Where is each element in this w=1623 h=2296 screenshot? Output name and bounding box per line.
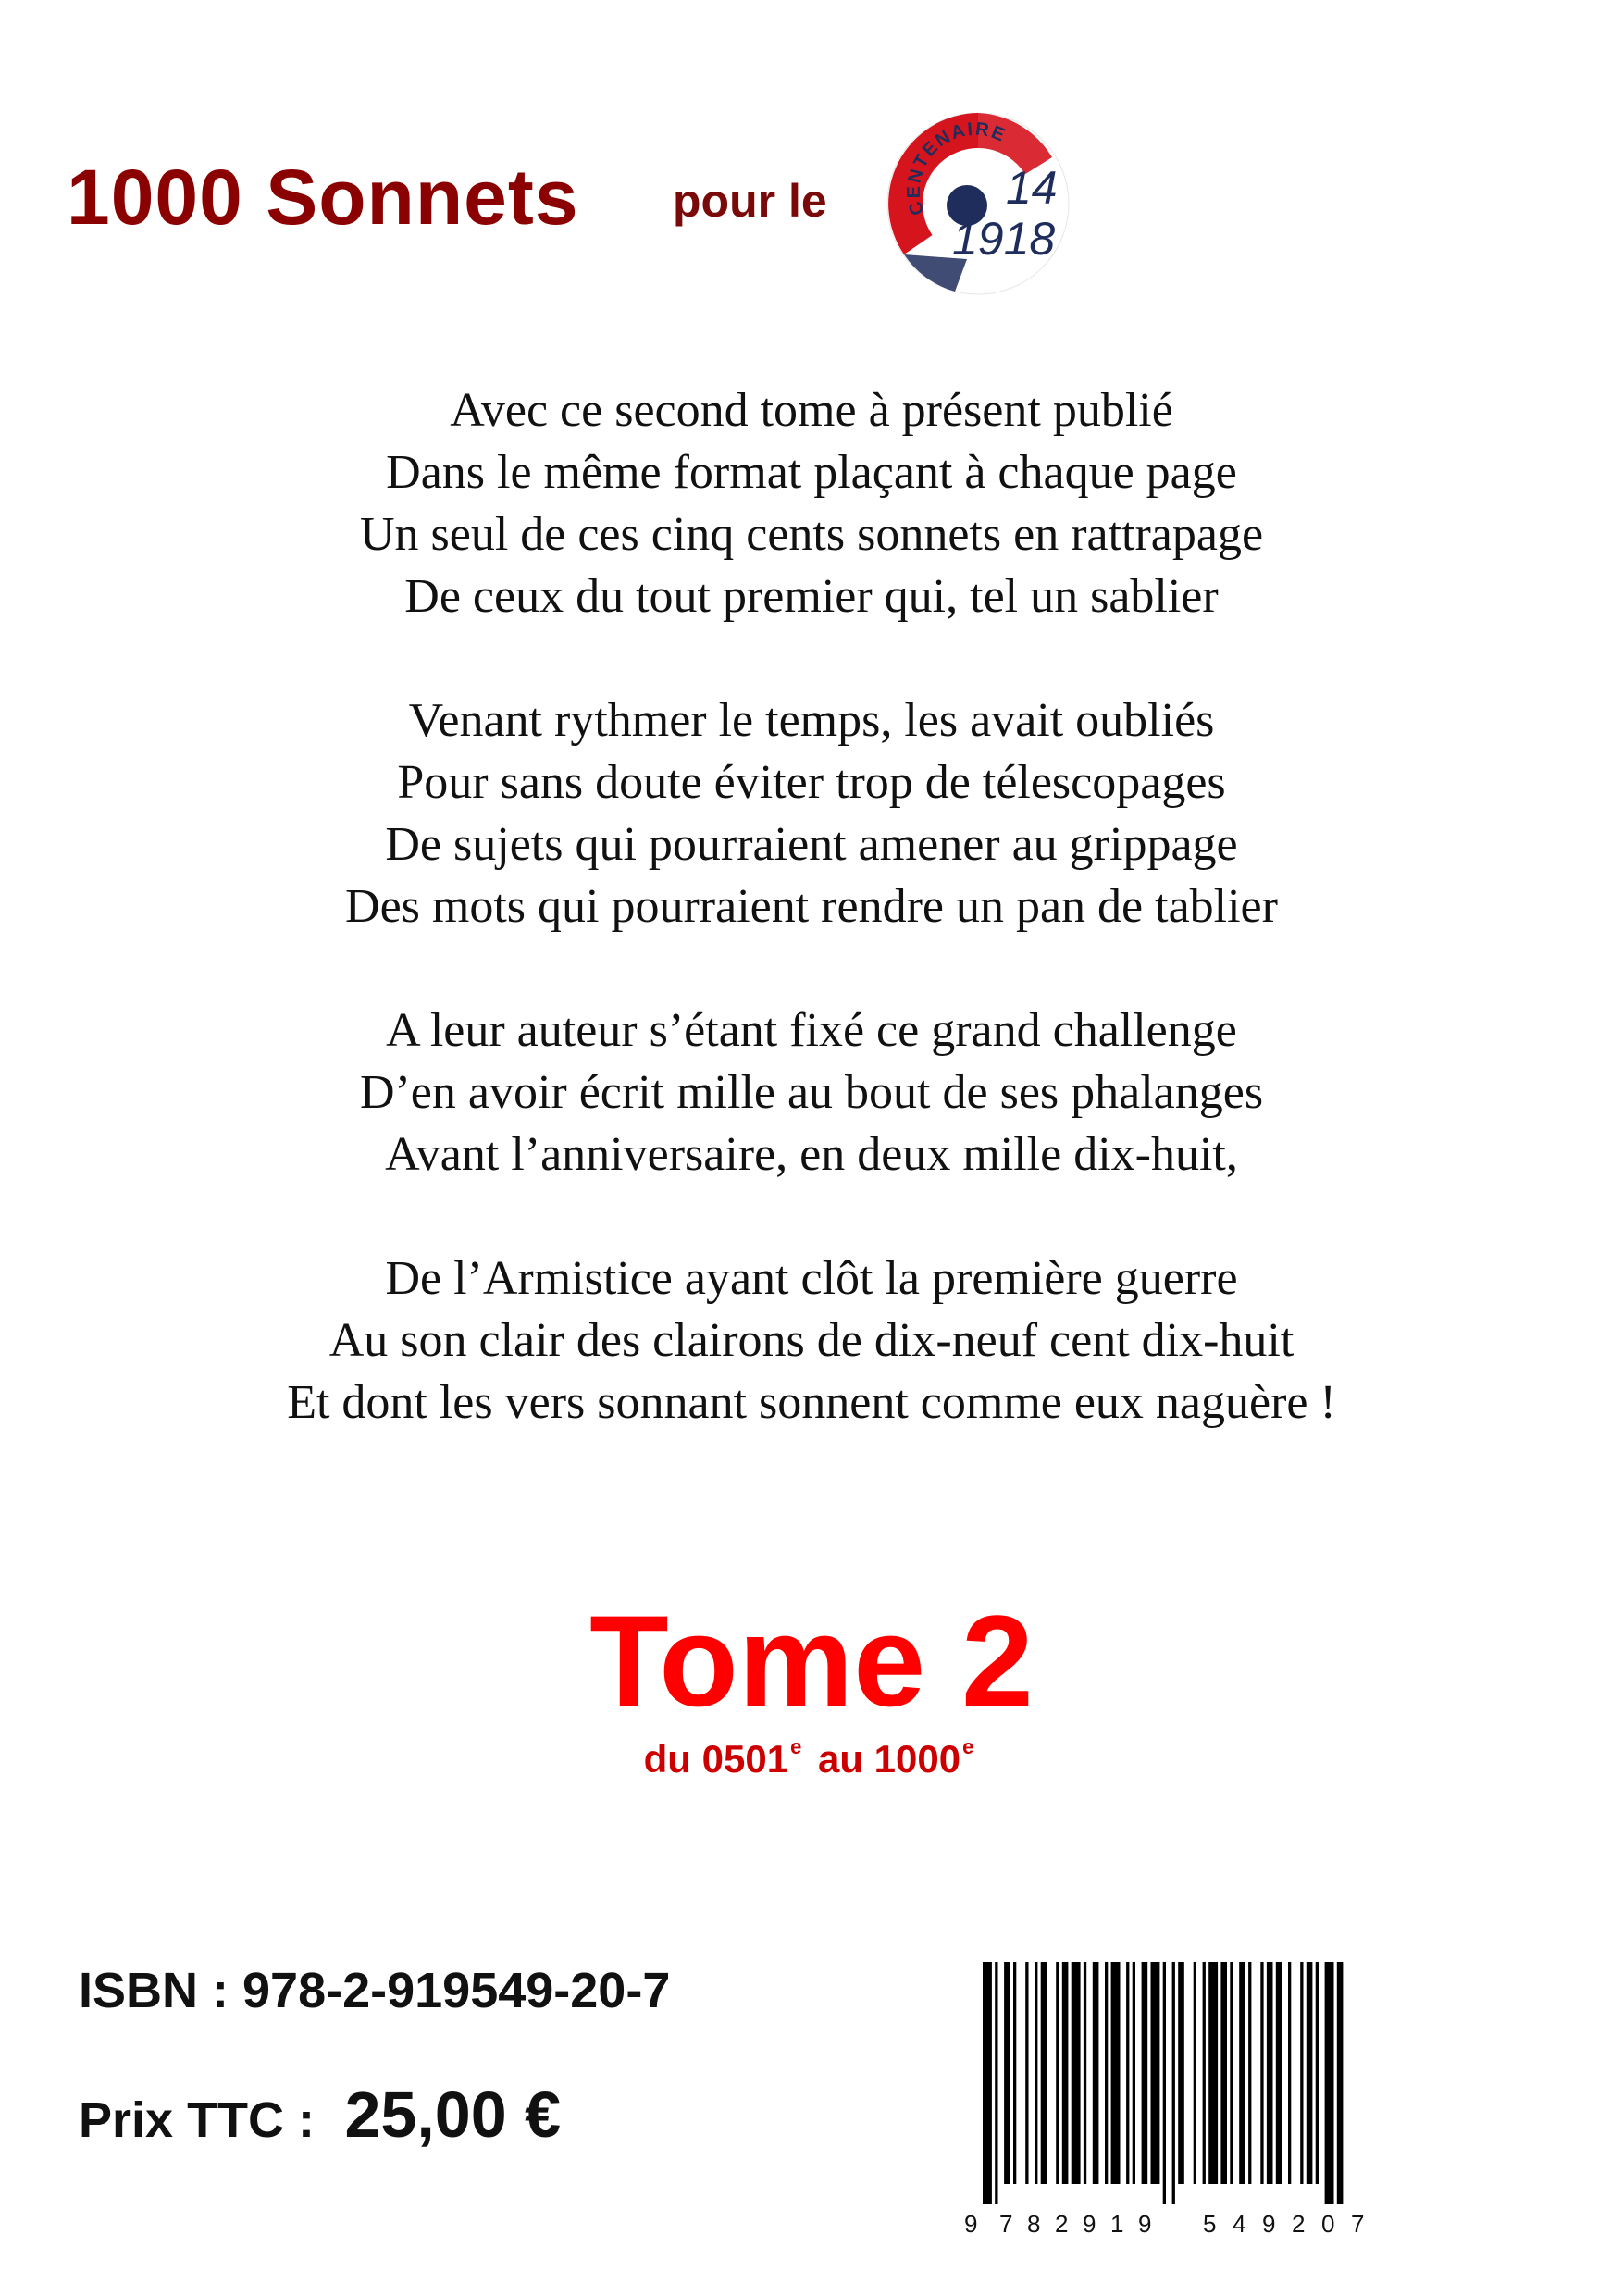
tome-range-start: du 0501: [643, 1737, 789, 1781]
barcode-digit: 0: [1321, 2210, 1335, 2238]
stanza: [0, 379, 1623, 627]
barcode-bar: [1142, 1962, 1148, 2184]
barcode: [962, 1962, 1425, 2240]
barcode-bar: [1062, 1962, 1069, 2184]
barcode-digit: 7: [999, 2210, 1013, 2238]
barcode-bar: [1035, 1962, 1037, 2184]
tome-range-end: au 1000: [817, 1737, 961, 1781]
logo-years-bottom: 1918: [952, 213, 1056, 265]
barcode-digit: 5: [1203, 2210, 1217, 2238]
barcode-digit: 9: [1138, 2210, 1152, 2238]
poem-line: Et dont les vers sonnant sonnent comme eux naguère !: [287, 1376, 1336, 1429]
barcode-bar: [1126, 1962, 1129, 2184]
price-value: 25,00 €: [344, 2079, 562, 2151]
barcode-bar: [1163, 1962, 1166, 2204]
poem-line: De ceux du tout premier qui, tel un sablier: [404, 570, 1219, 623]
barcode-bar: [1325, 1962, 1334, 2204]
tome-range-sup: e: [962, 1735, 974, 1758]
barcode-bar: [1220, 1962, 1227, 2184]
barcode-bar: [1111, 1962, 1121, 2184]
barcode-bar: [1208, 1962, 1218, 2184]
barcode-bar: [1316, 1962, 1319, 2184]
price-label: Prix TTC :: [79, 2092, 316, 2148]
barcode-bar: [1041, 1962, 1047, 2184]
poem-line: Au son clair des clairons de dix-neuf cent dix-huit: [328, 1314, 1295, 1367]
barcode-bar: [1072, 1962, 1081, 2184]
barcode-bar: [1239, 1962, 1245, 2184]
barcode-bar: [1276, 1962, 1282, 2184]
barcode-bar: [1260, 1962, 1263, 2184]
barcode-bar: [1307, 1962, 1313, 2184]
barcode-digit: 4: [1233, 2210, 1246, 2238]
stanza: [0, 689, 1623, 937]
poem-line: Pour sans doute éviter trop de télescopages: [397, 756, 1226, 809]
barcode-bar: [1093, 1962, 1099, 2184]
barcode-digit: 1: [1110, 2210, 1124, 2238]
barcode-bar: [1133, 1962, 1135, 2184]
barcode-digit: 8: [1027, 2210, 1041, 2238]
barcode-digit: 9: [1262, 2210, 1276, 2238]
centenaire-logo: [867, 102, 1108, 305]
barcode-bar: [1194, 1962, 1196, 2184]
barcode-bar: [995, 1962, 997, 2204]
barcode-digit: 2: [1055, 2210, 1069, 2238]
poem-line: De l’Armistice ayant clôt la première guerre: [385, 1252, 1238, 1305]
poem-line: De sujets qui pourraient amener au grippage: [385, 818, 1238, 871]
poem-line: Avant l’anniversaire, en deux mille dix-huit,: [385, 1128, 1238, 1181]
barcode-bar: [1178, 1962, 1184, 2184]
book-title: 1000 Sonnets: [67, 154, 579, 241]
barcode-digit: 2: [1292, 2210, 1306, 2238]
barcode-bar: [1025, 1962, 1028, 2184]
stanza: [0, 999, 1623, 1185]
poem-line: Avec ce second tome à présent publié: [450, 384, 1173, 437]
barcode-bar: [983, 1962, 992, 2204]
barcode-bar: [1203, 1962, 1206, 2184]
barcode-digit: 9: [964, 2210, 978, 2238]
tome-range-sup: e: [790, 1735, 802, 1758]
barcode-bar: [1056, 1962, 1059, 2184]
book-subtitle: pour le: [673, 175, 827, 227]
barcode-bar: [1288, 1962, 1291, 2184]
poem-line: Des mots qui pourraient rendre un pan de tablier: [345, 880, 1278, 933]
price-row: [79, 2078, 561, 2152]
poem-line: A leur auteur s’étant fixé ce grand challenge: [386, 1004, 1237, 1057]
isbn: ISBN : 978-2-919549-20-7: [79, 1963, 671, 2018]
barcode-bar: [1013, 1962, 1016, 2184]
barcode-bar: [1337, 1962, 1344, 2204]
poem-line: D’en avoir écrit mille au bout de ses phalanges: [359, 1066, 1264, 1119]
header: [67, 102, 1084, 305]
poem: [0, 379, 1623, 1433]
barcode-digit: 7: [1351, 2210, 1365, 2238]
tome-range: [0, 1735, 1623, 1781]
tome-title: Tome 2: [589, 1588, 1034, 1733]
poem-line: Venant rythmer le temps, les avait oubliés: [408, 694, 1215, 747]
barcode-bar: [1084, 1962, 1086, 2184]
barcode-bar: [1267, 1962, 1273, 2184]
barcode-digit: 9: [1083, 2210, 1096, 2238]
poem-line: Dans le même format plaçant à chaque page: [386, 446, 1237, 499]
barcode-bar: [1004, 1962, 1010, 2184]
logo-arc-text: CENTENAIRE: [903, 118, 1010, 217]
barcode-bar: [1300, 1962, 1303, 2184]
poem-line: Un seul de ces cinq cents sonnets en rattrapage: [359, 508, 1264, 561]
logo-years-top: 14: [1006, 162, 1058, 214]
stanza: [0, 1247, 1623, 1433]
barcode-bar: [1172, 1962, 1175, 2204]
barcode-bar: [1151, 1962, 1160, 2184]
barcode-bar: [1105, 1962, 1108, 2184]
barcode-bar: [1230, 1962, 1233, 2184]
barcode-bar: [1248, 1962, 1251, 2184]
